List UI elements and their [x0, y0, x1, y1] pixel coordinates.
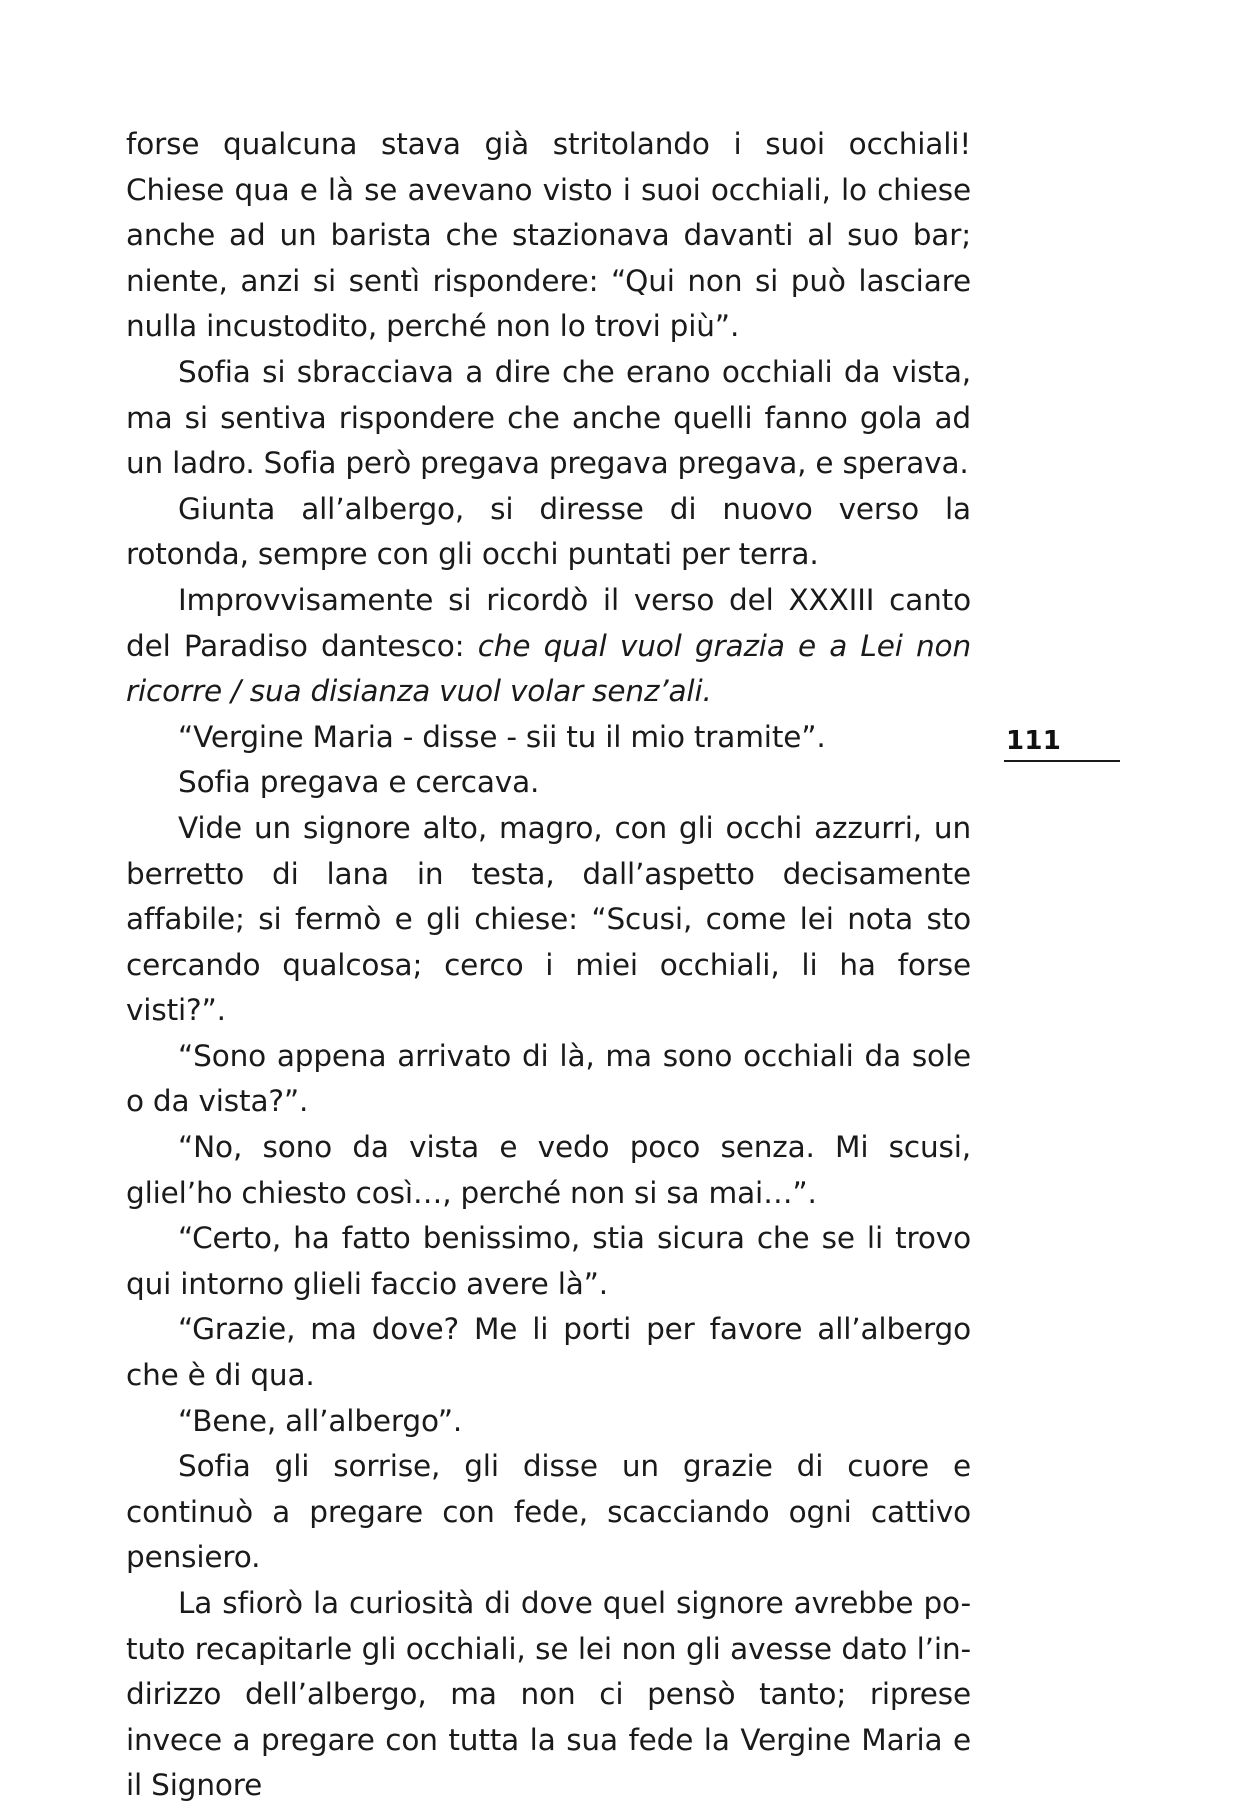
- paragraph: [126, 1307, 971, 1398]
- paragraph-text: “Sono appena arrivato di là, ma sono occhiali da sole o da vista?”.: [126, 1038, 971, 1119]
- dante-quote-italic: che qual vuol grazia e a Lei non ricorre / sua disianza vuol volar senz’ali.: [126, 628, 971, 709]
- paragraph-text: Sofia gli sorrise, gli disse un grazie di cuore e continuò a pregare con fede, scacciando ogni cattivo pensiero.: [126, 1449, 971, 1575]
- paragraph: [126, 806, 971, 1034]
- folio-rule: [1004, 760, 1120, 762]
- paragraph-text: La sfiorò la curiosità di dove quel signore avrebbe po-tuto recapitarle gli occhiali, se lei non gli avesse dato l’in-dirizzo dell’albergo, ma non ci pensò tanto; riprese invece a pregare con tutta la sua fede la Vergine Maria e il Signore: [126, 1586, 971, 1803]
- page-folio: [1004, 726, 1116, 762]
- paragraph: [126, 1399, 971, 1445]
- paragraph-text: Vide un signore alto, magro, con gli occhi azzurri, un berretto di lana in testa, dall’aspetto decisamente affabile; si fermò e gli chiese: “Scusi, come lei nota sto cercando qualcosa; cerco i miei occhiali, li ha forse visti?”.: [126, 810, 971, 1028]
- paragraph: [126, 1216, 971, 1307]
- paragraph-text: forse qualcuna stava già stritolando i suoi occhiali! Chiese qua e là se avevano visto i suoi occhiali, lo chiese anche ad un barista che stazionava davanti al suo bar; niente, anzi si sentì rispondere: “Qui non si può lasciare nulla incustodito, perché non lo trovi più”.: [126, 127, 971, 344]
- paragraph: [126, 350, 971, 487]
- paragraph-text: Improvvisamente si ricordò il verso del XXXIII canto del Paradiso dantesco:: [126, 582, 971, 663]
- paragraph-text: “Grazie, ma dove? Me li porti per favore all’albergo che è di qua.: [126, 1312, 971, 1393]
- paragraph: [126, 122, 971, 350]
- paragraph-text: “Certo, ha fatto benissimo, stia sicura che se li trovo qui intorno glieli faccio avere là”.: [126, 1221, 971, 1301]
- paragraph-text: “No, sono da vista e vedo poco senza. Mi scusi, gliel’ho chiesto così…, perché non si sa mai…”.: [126, 1130, 971, 1210]
- paragraph-text: “Bene, all’albergo”.: [178, 1403, 463, 1438]
- paragraph-text: Giunta all’albergo, si diresse di nuovo verso la rotonda, sempre con gli occhi puntati per terra.: [126, 491, 971, 572]
- paragraph-text: “Vergine Maria - disse - sii tu il mio tramite”.: [178, 719, 826, 754]
- paragraph-dante-quote: [126, 578, 971, 715]
- paragraph: [126, 1444, 971, 1581]
- page-number: 111: [1006, 726, 1062, 756]
- paragraph: [126, 1581, 971, 1809]
- paragraph-text: Sofia si sbracciava a dire che erano occhiali da vista, ma si sentiva rispondere che anche quelli fanno gola ad un ladro. Sofia però pregava pregava pregava, e sperava.: [126, 354, 971, 481]
- text-column: [126, 122, 971, 1809]
- paragraph: [126, 1034, 971, 1125]
- paragraph-text: Sofia pregava e cercava.: [178, 765, 540, 800]
- paragraph: [126, 715, 971, 761]
- paragraph: [126, 1125, 971, 1216]
- paragraph: [126, 487, 971, 578]
- paragraph: [126, 760, 971, 806]
